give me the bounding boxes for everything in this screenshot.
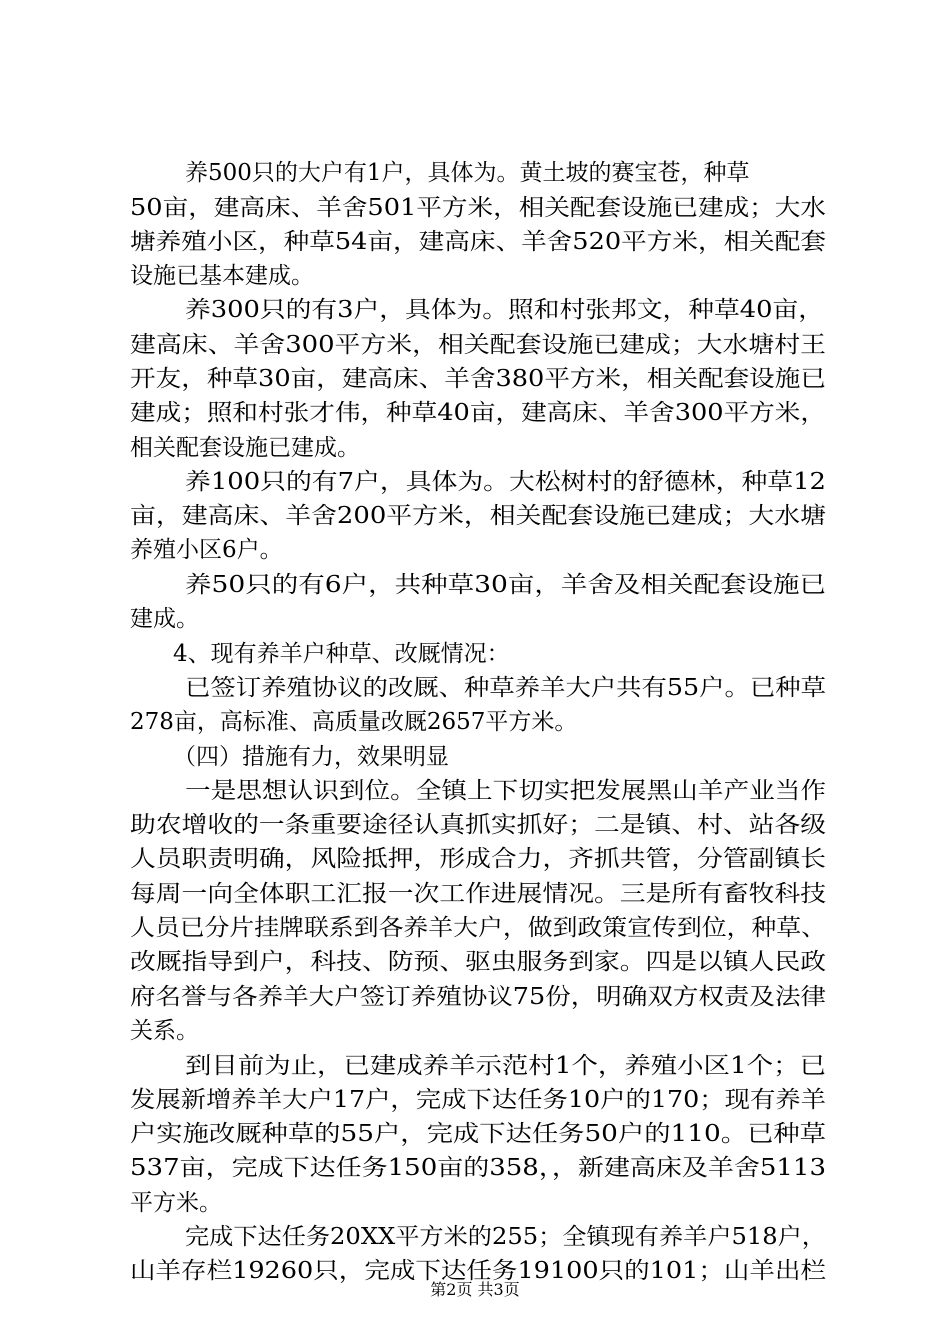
text-line	[0, 293, 950, 327]
text-line	[0, 499, 950, 533]
text-line	[0, 1117, 950, 1151]
text-line-content: 完成下达任务20XX平方米的255；全镇现有养羊户518户，	[185, 1224, 826, 1250]
text-line-content: 278亩，高标准、高质量改厩2657平方米。	[130, 709, 578, 735]
text-line	[0, 568, 950, 602]
text-line	[0, 1151, 950, 1185]
text-line	[0, 808, 950, 842]
text-line-content: 发展新增养羊大户17户，完成下达任务10户的170；现有养羊	[130, 1087, 826, 1113]
text-line-content: 山羊存栏19260只，完成下达任务19100只的101；山羊出栏	[130, 1258, 826, 1284]
text-line	[0, 259, 950, 293]
text-line	[0, 1220, 950, 1254]
text-line	[0, 877, 950, 911]
text-line-content: 建成；照和村张才伟，种草40亩，建高床、羊舍300平方米，	[130, 400, 826, 426]
text-line-content: 开友，种草30亩，建高床、羊舍380平方米，相关配套设施已	[130, 366, 826, 392]
text-line	[0, 156, 950, 190]
text-line-content: 养300只的有3户，具体为。照和村张邦文，种草40亩，	[185, 297, 824, 323]
text-line-content: 养50只的有6户，共种草30亩，羊舍及相关配套设施已	[185, 572, 826, 598]
text-line	[0, 945, 950, 979]
text-line-content: 相关配套设施已建成。	[130, 435, 360, 461]
text-line	[0, 842, 950, 876]
text-line-content: 建成。	[130, 606, 199, 632]
text-line-content: 府名誉与各养羊大户签订养殖协议75份，明确双方权责及法律	[130, 984, 826, 1010]
text-line	[0, 191, 950, 225]
text-line-content: 亩，建高床、羊舍200平方米，相关配套设施已建成；大水塘	[130, 503, 826, 529]
text-line-content: 人员职责明确，风险抵押，形成合力，齐抓共管，分管副镇长	[130, 846, 826, 872]
text-line	[0, 362, 950, 396]
page-footer: 第2页 共3页	[430, 1280, 520, 1299]
text-line-content: 户实施改厩种草的55户，完成下达任务50户的110。已种草	[130, 1121, 826, 1147]
text-line-content: 4、现有养羊户种草、改厩情况：	[173, 641, 510, 667]
text-line-content: 塘养殖小区，种草54亩，建高床、羊舍520平方米，相关配套	[130, 229, 826, 255]
text-line-content: （四）措施有力，效果明显	[173, 744, 449, 770]
text-line	[0, 1049, 950, 1083]
text-line	[0, 740, 950, 774]
text-line	[0, 1186, 950, 1220]
text-line	[0, 328, 950, 362]
text-line	[0, 396, 950, 430]
text-line-content: 设施已基本建成。	[130, 263, 314, 289]
text-line	[0, 1014, 950, 1048]
text-line-content: 到目前为止，已建成养羊示范村1个，养殖小区1个；已	[185, 1053, 826, 1079]
text-line-content: 改厩指导到户，科技、防预、驱虫服务到家。四是以镇人民政	[130, 949, 826, 975]
text-line-content: 平方米。	[130, 1190, 222, 1216]
text-line	[0, 705, 950, 739]
text-line-content: 每周一向全体职工汇报一次工作进展情况。三是所有畜牧科技	[130, 881, 826, 907]
text-line-content: 已签订养殖协议的改厩、种草养羊大户共有55户。已种草	[185, 675, 826, 701]
text-line-content: 关系。	[130, 1018, 199, 1044]
text-line-content: 养殖小区6户。	[130, 537, 283, 563]
text-line	[0, 980, 950, 1014]
text-line-content: 人员已分片挂牌联系到各养羊大户，做到政策宣传到位，种草、	[130, 915, 826, 941]
text-line	[0, 911, 950, 945]
text-line	[0, 225, 950, 259]
text-line	[0, 671, 950, 705]
text-line	[0, 533, 950, 567]
text-line	[0, 637, 950, 671]
text-line	[0, 431, 950, 465]
text-line	[0, 1083, 950, 1117]
text-line	[0, 774, 950, 808]
text-line	[0, 465, 950, 499]
text-line-content: 50亩，建高床、羊舍501平方米，相关配套设施已建成；大水	[130, 195, 826, 221]
text-line-content: 建高床、羊舍300平方米，相关配套设施已建成；大水塘村王	[130, 332, 826, 358]
text-line-content: 养500只的大户有1户，具体为。黄土坡的赛宝苍，种草	[185, 160, 750, 186]
text-line-content: 一是思想认识到位。全镇上下切实把发展黑山羊产业当作	[185, 778, 826, 804]
text-line-content: 537亩，完成下达任务150亩的358，，新建高床及羊舍5113	[130, 1155, 826, 1181]
text-line-content: 养100只的有7户，具体为。大松树村的舒德林，种草12	[185, 469, 826, 495]
text-line	[0, 602, 950, 636]
text-line-content: 助农增收的一条重要途径认真抓实抓好；二是镇、村、站各级	[130, 812, 826, 838]
